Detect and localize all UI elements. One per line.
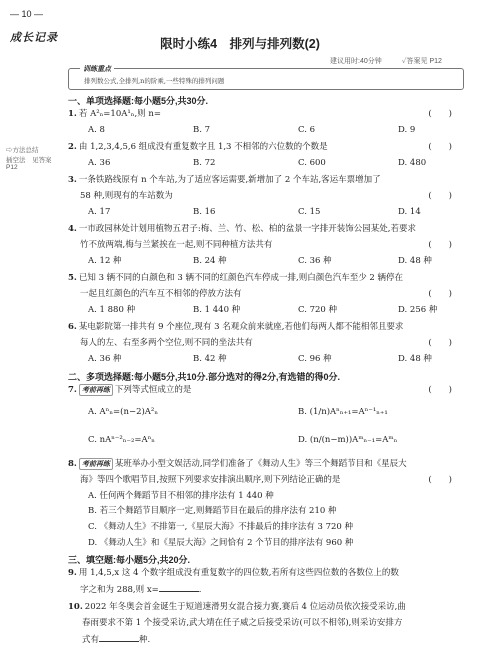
answer-paren[interactable]: ( ) — [428, 142, 452, 152]
arrow-icon: ⇨ — [6, 147, 13, 154]
answer-paren[interactable]: ( ) — [428, 240, 452, 250]
page-title: 限时小练4 排列与排列数(2) — [160, 37, 320, 51]
training-focus-label: 训练重点 — [80, 64, 114, 74]
sidebar-method-detail: 插空法 见答案 — [6, 157, 52, 164]
question-6: 6. 某电影院第一排共有 9 个座位,现有 3 名观众前来就座,若他们每两人都不能相邻且要求 每人的左、右至多两个空位,则不同的坐法共有 A. 36 种 B. 42 种 C. 96 种 D. 48 种 — [68, 322, 432, 364]
sidebar-method: ⇨方法总结 — [6, 147, 39, 154]
answer-blank[interactable] — [159, 582, 199, 592]
answer-paren[interactable]: ( ) — [428, 338, 452, 348]
check-icon: ✓ — [402, 58, 407, 65]
training-focus-text: 排列数公式,全排列,n的阶乘,一些特殊的排列问题 — [84, 77, 225, 85]
question-2: 2. 由 1,2,3,4,5,6 组成没有重复数字且 1,3 不相邻的六位数的个数是 A. 36 B. 72 C. 600 D. 480 — [68, 142, 427, 168]
suggested-time: 建议用时:40分钟 — [330, 58, 382, 65]
answer-paren[interactable]: ( ) — [428, 475, 452, 485]
answer-paren[interactable]: ( ) — [428, 289, 452, 299]
brand-logo: 成长记录 — [10, 31, 58, 44]
answer-reference: ✓答案见 P12 — [402, 58, 442, 65]
answer-paren[interactable]: ( ) — [428, 109, 452, 119]
section-heading-2: 二、多项选择题:每小题5分,共10分.部分选对的得2分,有选错的得0分. — [68, 372, 341, 382]
section-heading-1: 一、单项选择题:每小题5分,共30分. — [68, 96, 209, 106]
exam-practice-tag: 考前再练 — [79, 458, 113, 470]
exam-practice-tag: 考前再练 — [79, 384, 113, 396]
answer-paren[interactable]: ( ) — [428, 385, 452, 395]
sidebar-method-page: P12 — [6, 164, 18, 171]
question-10: 10. 2022 年冬奥会首金诞生于短道速滑男女混合接力赛,赛后 4 位运动员依次接受采访,曲 春雨要求不第 1 个接受采访,武大靖在任子威之后接受采访(可以不相邻),则采访安排方 式有 种. — [68, 602, 406, 645]
question-8: 8. 考前再练 某班举办小型文娱活动,同学们准备了《舞动人生》等三个舞蹈节目和《星辰大 海》等四个歌唱节目,按照下列要求安排演出顺序,则下列结论正确的是 A. 任何两个舞蹈节目不相邻的排序法有 1 440 种 B. 若三个舞蹈节目顺序一定,则舞蹈节目在最后的排序法有 210 种 C. 《舞动人生》不排第一,《星辰大海》不排最后的排序法有 3 720 种 D. 《舞动人生》和《星辰大海》之间恰有 2 个节目的排序法有 960 种 — [68, 459, 407, 548]
question-1: 1. 若 A²ₙ=10A¹ₙ,则 n= A. 8 B. 7 C. 6 D. 9 — [68, 109, 416, 135]
page-number: — 10 — — [10, 9, 44, 19]
section-heading-3: 三、填空题:每小题5分,共20分. — [68, 555, 191, 565]
question-4: 4. 一市政园林处计划用植物五君子:梅、兰、竹、松、柏的盆景一字排开装饰公园某处,若要求 竹不放两端,梅与兰紧挨在一起,则不同种植方法共有 A. 12 种 B. 24 种 C. 36 种 D. 48 种 — [68, 224, 432, 266]
answer-paren[interactable]: ( ) — [428, 191, 452, 201]
question-9: 9. 用 1,4,5,x 这 4 个数字组成没有重复数字的四位数,若所有这些四位数的各数位上的数 字之和为 288,则 x= . — [68, 568, 399, 595]
answer-blank[interactable] — [99, 632, 139, 642]
question-5: 5. 已知 3 辆不同的白颜色和 3 辆不同的红颜色汽车停成一排,则白颜色汽车至少 2 辆停在 一起且红颜色的汽车互不相邻的停放方法有 A. 1 880 种 B. 1 440 种 C. 720 种 D. 256 种 — [68, 273, 438, 315]
question-3: 3. 一条铁路线原有 n 个车站,为了适应客运需要,新增加了 2 个车站,客运车票增加了 58 种,则现有的车站数为 A. 17 B. 16 C. 15 D. 14 — [68, 175, 421, 217]
question-7: 7. 考前再练 下列等式恒成立的是 A. Aⁿₙ=(n−2)A²ₙ B. (1/n)Aⁿₙ₊₁=Aⁿ⁻¹ₙ₊₁ C. nAⁿ⁻²ₙ₋₂=Aⁿₙ D. (n/(n−m))Aᵐₙ₋₁=Aᵐₙ — [68, 385, 398, 445]
